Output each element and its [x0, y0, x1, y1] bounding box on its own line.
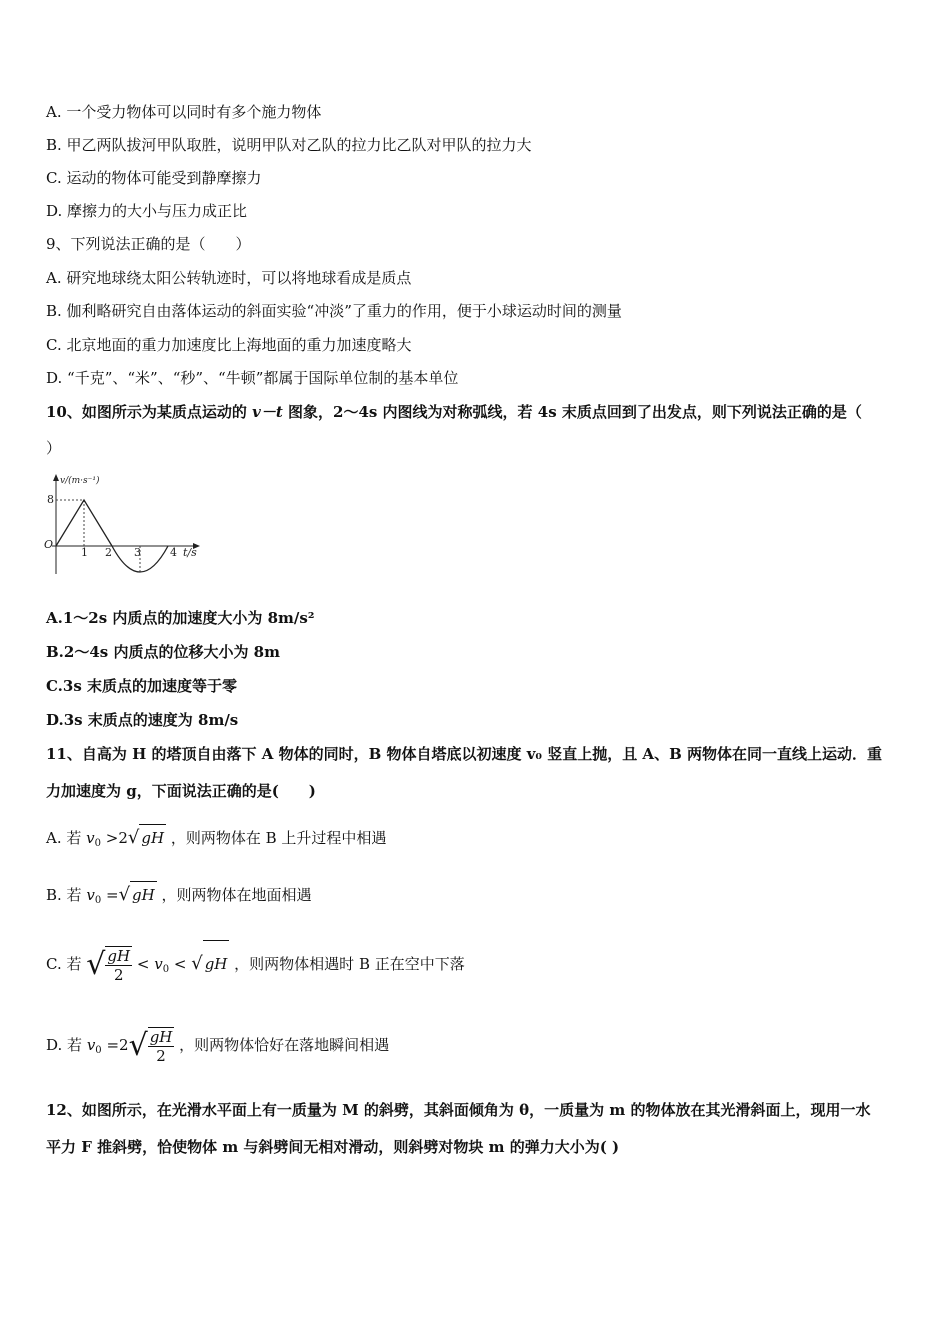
- q9-option-b: B. 伽利略研究自由落体运动的斜面实验“冲淡”了重力的作用，便于小球运动时间的测量: [46, 302, 622, 320]
- v0-symbol: v: [86, 829, 95, 847]
- graph-y-arrow: [53, 474, 59, 481]
- eq-symbol: =: [106, 1036, 120, 1054]
- graph-x-label: t/s: [183, 546, 197, 559]
- q8-option-c: C. 运动的物体可能受到静摩擦力: [46, 169, 262, 187]
- graph-triangle-segment: [56, 500, 112, 546]
- radicand-gH: gH: [130, 881, 157, 908]
- q10-option-b: B.2～4s 内质点的位移大小为 8m: [46, 643, 280, 661]
- graph-x-tick-4: 4: [170, 546, 177, 559]
- radical-icon: √: [86, 947, 106, 982]
- graph-x-tick-3: 3: [134, 546, 141, 559]
- q9-option-c: C. 北京地面的重力加速度比上海地面的重力加速度略大: [46, 336, 412, 354]
- q11-stem-line1: 11、自高为 H 的塔顶自由落下 A 物体的同时，B 物体自塔底以初速度 v₀ 竖直上抛，且 A、B 两物体在同一直线上运动．重: [46, 745, 882, 763]
- frac-denominator: 2: [156, 1047, 166, 1065]
- radicand-gH: gH: [139, 824, 166, 851]
- q9-option-d: D. “千克”、“米”、“秒”、“牛顿”都属于国际单位制的基本单位: [46, 369, 459, 387]
- gt-symbol: >: [105, 829, 119, 847]
- coef-two: 2: [119, 1036, 129, 1054]
- frac-gH-over-2: [105, 946, 132, 984]
- lt-symbol: <: [136, 955, 150, 973]
- graph-x-tick-2: 2: [105, 546, 112, 559]
- graph-y-label: v/(m·s⁻¹): [60, 476, 100, 486]
- q12-stem-line2: 平力 F 推斜劈，恰使物体 m 与斜劈间无相对滑动，则斜劈对物块 m 的弹力大小为( ): [46, 1138, 620, 1156]
- q11-b-suffix: ，则两物体在地面相遇: [161, 886, 312, 904]
- eq-symbol: =: [105, 886, 119, 904]
- radical-icon: √: [191, 953, 203, 974]
- q11-stem-line2: 力加速度为 g，下面说法正确的是( ): [46, 782, 316, 800]
- coef-two: 2: [118, 829, 128, 847]
- q8-option-d: D. 摩擦力的大小与压力成正比: [46, 202, 248, 220]
- v0-subscript: 0: [162, 964, 170, 975]
- q10-stem-close: ）: [46, 439, 62, 457]
- v0-symbol: v: [86, 1036, 96, 1054]
- frac-denominator: 2: [113, 966, 124, 984]
- graph-y-tick-label: 8: [47, 493, 54, 506]
- q10-stem-part2: 图象，2～4s 内图线为对称弧线，若 4s 末质点回到了出发点，则下列说法正确的是（: [288, 403, 862, 421]
- q9-option-a: A. 研究地球绕太阳公转轨迹时，可以将地球看成是质点: [46, 269, 412, 287]
- q10-stem-part1: 10、如图所示为某质点运动的: [46, 403, 247, 421]
- radical-icon: √: [127, 827, 140, 848]
- v0-subscript: 0: [94, 838, 102, 849]
- q11-a-formula: [86, 829, 171, 847]
- vt-graph: [40, 470, 215, 580]
- v0-symbol: v: [154, 955, 163, 973]
- q11-option-b: [46, 881, 312, 914]
- radical-icon: √: [128, 1028, 148, 1063]
- q8-option-a: A. 一个受力物体可以同时有多个施力物体: [46, 103, 322, 121]
- lt-symbol: <: [173, 955, 187, 973]
- q11-option-d: [46, 1022, 389, 1074]
- q11-d-prefix: D. 若: [46, 1036, 83, 1054]
- v0-symbol: v: [86, 886, 95, 904]
- v0-subscript: 0: [94, 895, 102, 906]
- q9-stem: 9、下列说法正确的是（ ）: [46, 235, 251, 253]
- q11-option-a: [46, 824, 386, 857]
- graph-x-tick-1: 1: [81, 546, 88, 559]
- q8-option-b: B. 甲乙两队拔河甲队取胜，说明甲队对乙队的拉力比乙队对甲队的拉力大: [46, 136, 532, 154]
- q11-d-formula: [86, 1028, 179, 1065]
- q10-stem: [46, 402, 862, 422]
- q11-c-prefix: C. 若: [46, 955, 82, 973]
- q11-b-formula: [86, 886, 161, 904]
- q11-c-formula: [86, 947, 234, 984]
- frac-numerator: gH: [107, 947, 131, 965]
- frac-gH-over-2: [148, 1027, 175, 1065]
- q11-option-c: [46, 940, 465, 993]
- q11-d-suffix: ，则两物体恰好在落地瞬间相遇: [179, 1036, 390, 1054]
- radicand-gH: gH: [203, 940, 230, 987]
- q11-b-prefix: B. 若: [46, 886, 82, 904]
- frac-numerator: gH: [149, 1028, 173, 1046]
- q12-stem-line1: 12、如图所示，在光滑水平面上有一质量为 M 的斜劈，其斜面倾角为 θ，一质量为 m 的物体放在其光滑斜面上，现用一水: [46, 1101, 871, 1119]
- q10-option-a: A.1～2s 内质点的加速度大小为 8m/s²: [46, 609, 315, 627]
- q11-a-prefix: A. 若: [46, 829, 82, 847]
- graph-origin-label: O: [44, 538, 54, 551]
- q11-a-suffix: ，则两物体在 B 上升过程中相遇: [170, 829, 387, 847]
- q10-option-d: D.3s 末质点的速度为 8m/s: [46, 711, 239, 729]
- q11-c-suffix: ，则两物体相遇时 B 正在空中下落: [234, 955, 465, 973]
- radical-icon: √: [118, 884, 131, 905]
- q10-option-c: C.3s 末质点的加速度等于零: [46, 677, 238, 695]
- q10-stem-vt: v－t: [252, 403, 283, 421]
- v0-subscript: 0: [95, 1045, 102, 1056]
